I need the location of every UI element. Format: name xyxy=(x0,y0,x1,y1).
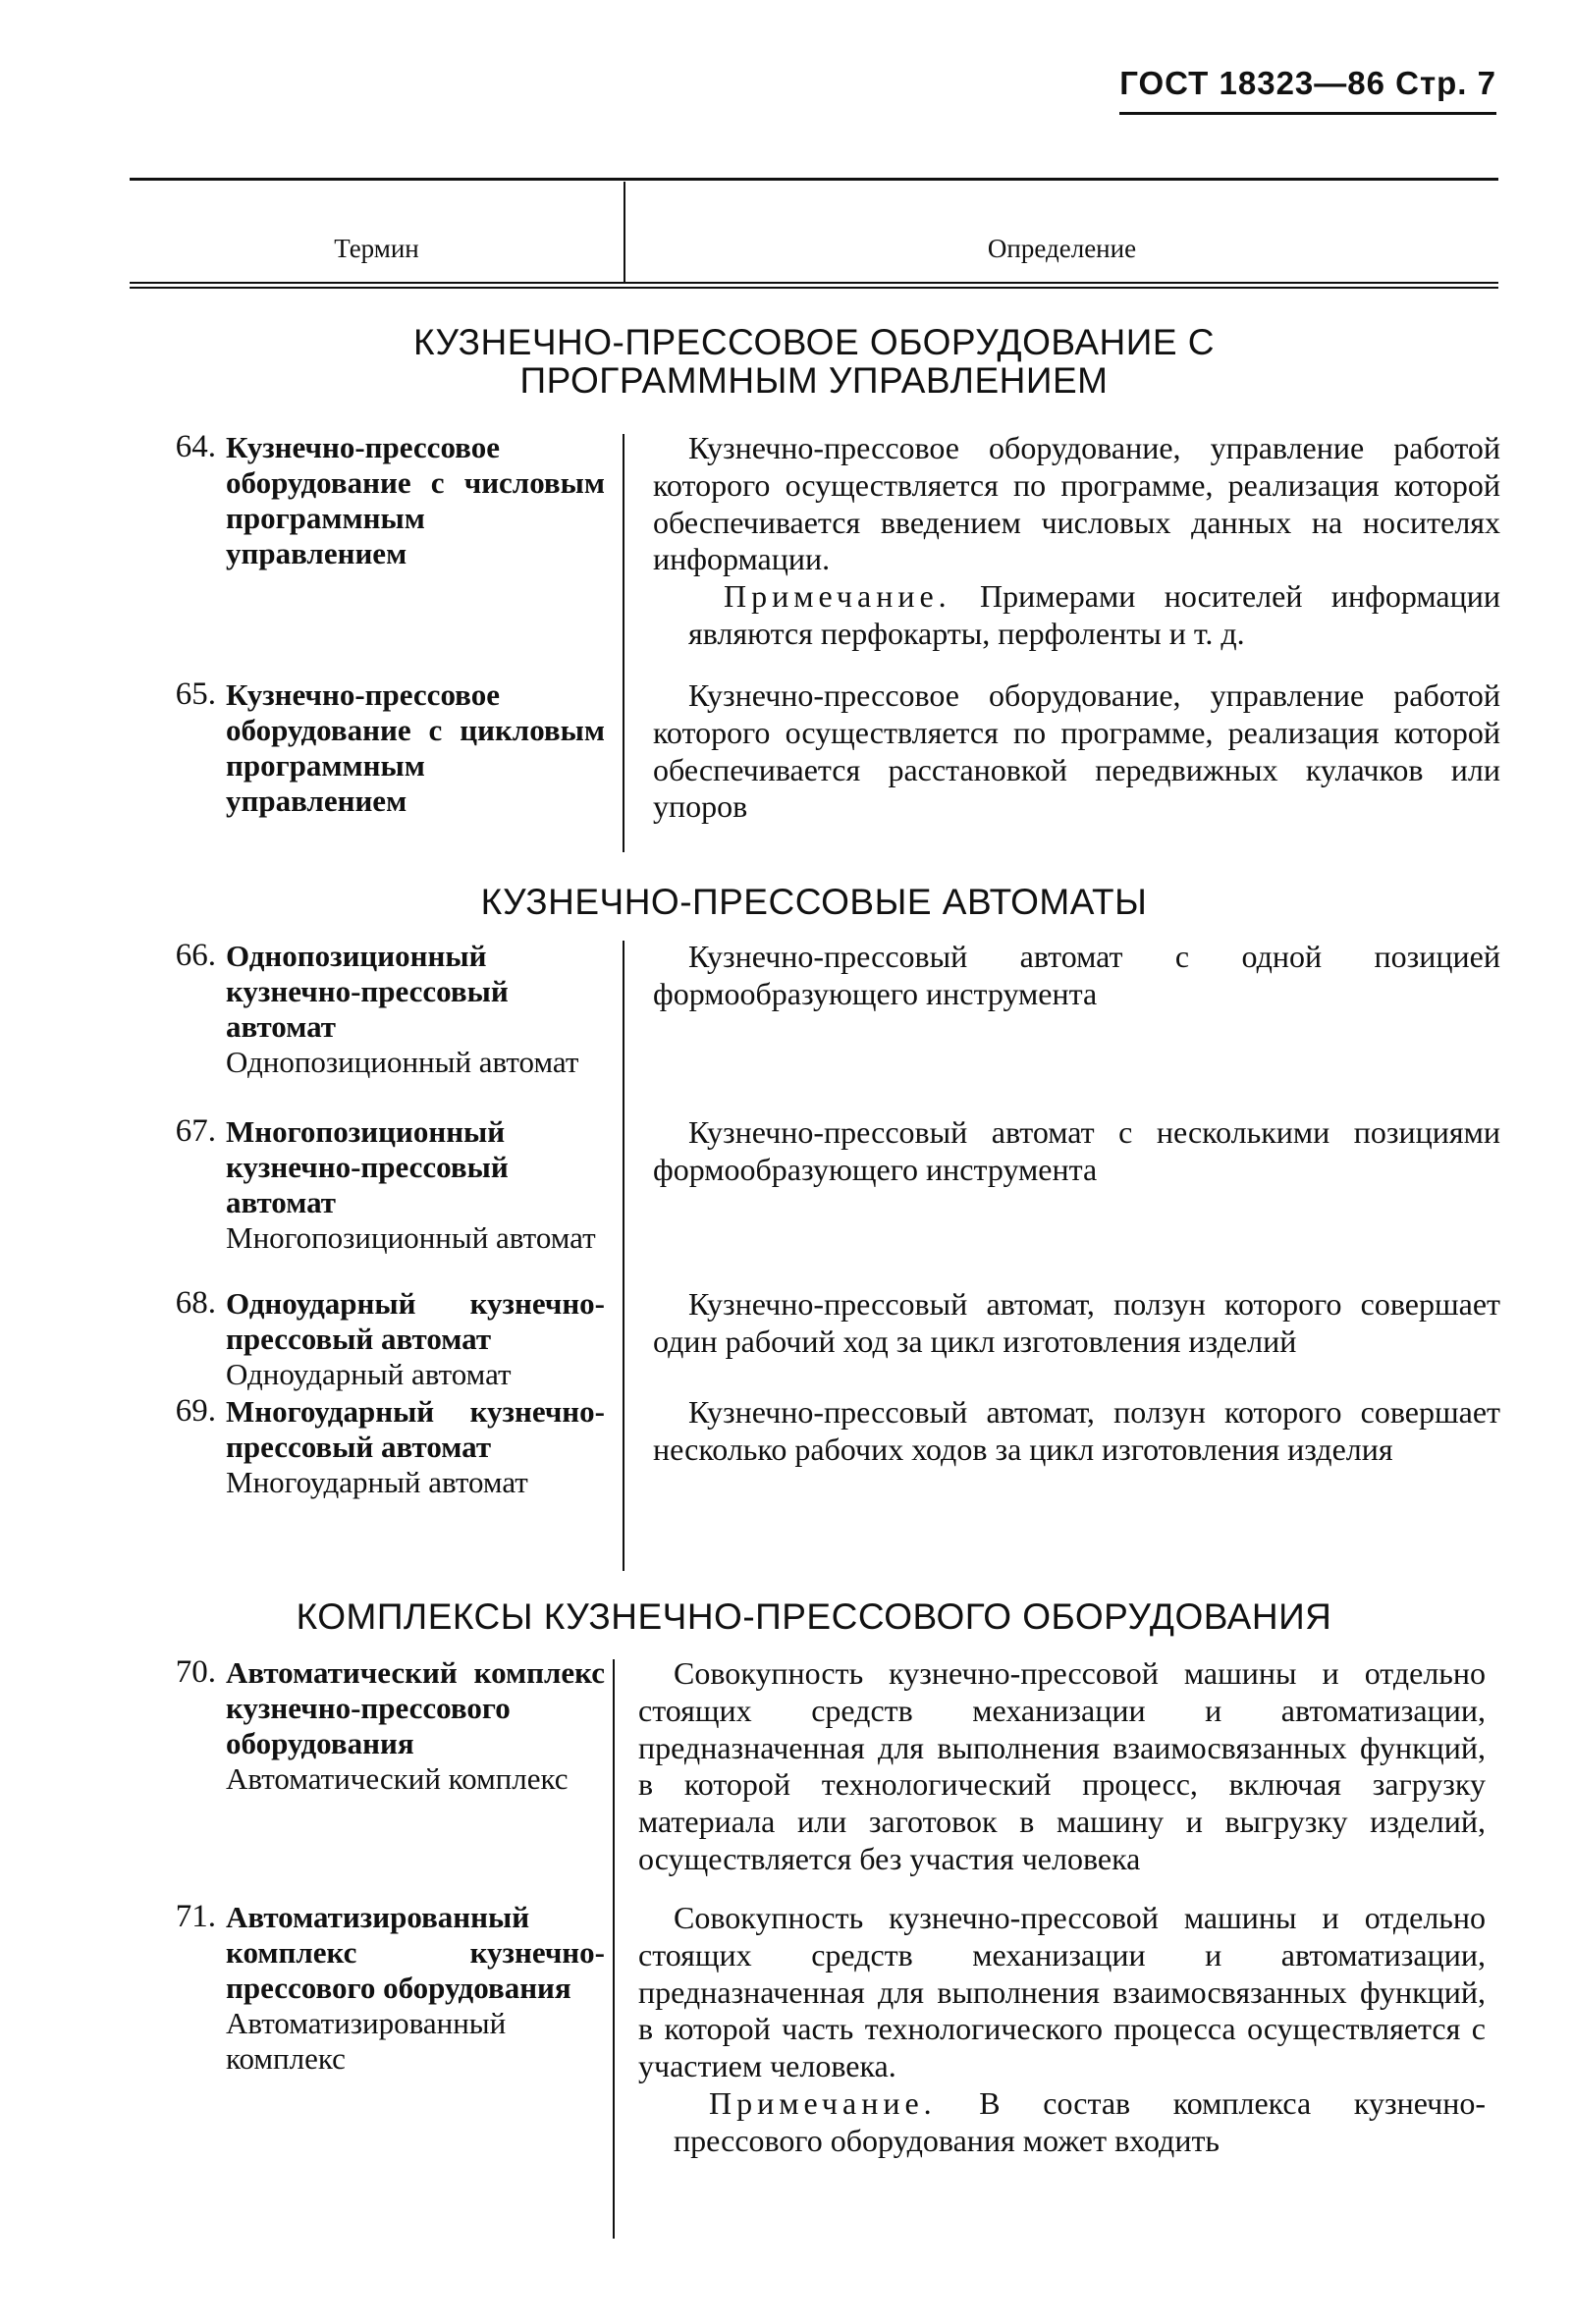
entry-term xyxy=(226,1286,605,1392)
entry-term xyxy=(226,1900,605,2077)
header-term: Термин xyxy=(334,233,419,263)
term-synonym: Однопозиционный автомат xyxy=(226,1044,579,1079)
definition-text: Кузнечно-прессовый автомат, ползун которого совершает один рабочий ход за цикл изготовления изделий xyxy=(653,1286,1500,1359)
header-definition: Определение xyxy=(987,233,1137,263)
definition-text: Кузнечно-прессовое оборудование, управление работой которого осуществляется по программе, реализация которой обеспечивается введением числовых данных на носителях информации. xyxy=(653,430,1500,577)
term-bold: Автоматизированный комплекс кузнечно-прессового оборудования xyxy=(226,1900,605,2005)
definition-text: Совокупность кузнечно-прессовой машины и отдельно стоящих средств механизации и автоматизации, предназначенная для выполнения взаимосвязанных функций, в которой часть технологического процесса осуществляется с участием человека. xyxy=(638,1900,1486,2083)
page-header xyxy=(1119,65,1496,115)
term-synonym: Одноударный автомат xyxy=(226,1356,512,1391)
note-text: Примерами носителей информации являются перфокарты, перфоленты и т. д. xyxy=(688,578,1500,651)
entry-number: 68. xyxy=(175,1285,216,1321)
entry-definition xyxy=(653,677,1500,826)
term-synonym: Автоматизированный комплекс xyxy=(226,2005,507,2076)
definition-text: Кузнечно-прессовый автомат с несколькими позициями формообразующего инструмента xyxy=(653,1114,1500,1187)
term-bold: Автоматический комплекс кузнечно-прессового оборудования xyxy=(226,1655,605,1760)
entry-number: 70. xyxy=(175,1654,216,1690)
entry-term xyxy=(226,1655,605,1797)
header-rule-1 xyxy=(130,282,1498,284)
table-header xyxy=(130,178,1498,288)
term-bold: Однопозиционный кузнечно-прессовый автомат xyxy=(226,939,509,1044)
term-bold: Одноударный кузнечно-прессовый автомат xyxy=(226,1286,605,1356)
entry-term xyxy=(226,1114,605,1256)
term-synonym: Автоматический комплекс xyxy=(226,1760,569,1796)
entry-term xyxy=(226,939,605,1080)
definition-text: Кузнечно-прессовый автомат с одной позицией формообразующего инструмента xyxy=(653,939,1500,1011)
entry-number: 67. xyxy=(175,1113,216,1149)
definition-text: Кузнечно-прессовое оборудование, управление работой которого осуществляется по программе, реализация которой обеспечивается расстановкой передвижных кулачков или упоров xyxy=(653,677,1500,825)
column-divider xyxy=(613,1659,615,2239)
term-bold: Кузнечно-прессовое оборудование с цикловым программным управлением xyxy=(226,677,605,818)
term-synonym: Многопозиционный автомат xyxy=(226,1219,596,1255)
entry-number: 64. xyxy=(175,429,216,464)
page-header-text: ГОСТ 18323—86 Стр. 7 xyxy=(1119,65,1496,115)
note-text: В состав комплекса кузнечно-прессового оборудования может входить xyxy=(674,2084,1486,2158)
definition-text: Кузнечно-прессовый автомат, ползун которого совершает несколько рабочих ходов за цикл изготовления изделия xyxy=(653,1394,1500,1467)
term-synonym: Многоударный автомат xyxy=(226,1464,528,1499)
column-divider xyxy=(623,434,624,852)
header-rule-2 xyxy=(130,287,1498,289)
entry-definition xyxy=(653,1286,1500,1361)
term-bold: Многопозиционный кузнечно-прессовый автомат xyxy=(226,1114,509,1219)
entry-definition xyxy=(653,1114,1500,1189)
entry-definition xyxy=(653,939,1500,1013)
definition-text: Совокупность кузнечно-прессовой машины и отдельно стоящих средств механизации и автоматизации, предназначенная для выполнения взаимосвязанных функций, в которой технологический процесс, включая загрузку материала или заготовок в машину и выгрузку изделий, осуществляется без участия человека xyxy=(638,1655,1486,1876)
entry-number: 71. xyxy=(175,1899,216,1934)
term-bold: Кузнечно-прессовое оборудование с числовым программным управлением xyxy=(226,430,605,570)
entry-number: 66. xyxy=(175,938,216,973)
entry-definition xyxy=(638,1900,1486,2159)
entry-term xyxy=(226,677,605,819)
entry-definition xyxy=(653,1394,1500,1469)
top-rule xyxy=(130,178,1498,181)
section-title-automats: КУЗНЕЧНО-ПРЕССОВЫЕ АВТОМАТЫ xyxy=(480,882,1148,922)
term-bold: Многоударный кузнечно-прессовый автомат xyxy=(226,1394,605,1464)
section-title-complexes: КОМПЛЕКСЫ КУЗНЕЧНО-ПРЕССОВОГО ОБОРУДОВАНИЯ xyxy=(296,1596,1332,1637)
column-divider xyxy=(623,941,624,1571)
entry-term xyxy=(226,1394,605,1500)
entry-number: 65. xyxy=(175,676,216,712)
note-label: Примечание. xyxy=(709,2084,937,2121)
note-label: Примечание. xyxy=(724,578,951,614)
entry-term xyxy=(226,430,605,571)
definition-note xyxy=(638,2085,1486,2160)
entry-definition xyxy=(638,1655,1486,1878)
section-title-programmed: КУЗНЕЧНО-ПРЕССОВОЕ ОБОРУДОВАНИЕ С ПРОГРАММНЫМ УПРАВЛЕНИЕМ xyxy=(412,322,1216,401)
entry-definition xyxy=(653,430,1500,653)
definition-note xyxy=(653,578,1500,653)
entry-number: 69. xyxy=(175,1393,216,1429)
